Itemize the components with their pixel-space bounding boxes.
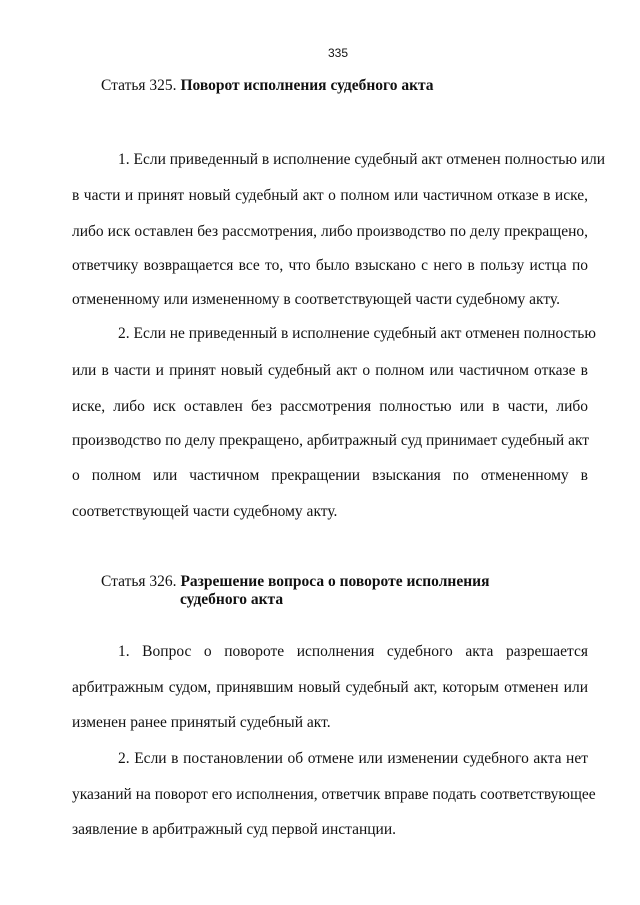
- text-line: отмененному или измененному в соответствующей части судебному акту.: [72, 291, 561, 308]
- article-label: Статья 326.: [101, 573, 177, 590]
- article-326-heading: [101, 573, 489, 609]
- text-line: или в части и принят новый судебный акт о полном или частичном отказе в: [72, 362, 588, 379]
- text-line: в части и принят новый судебный акт о полном или частичном отказе в иске,: [72, 187, 588, 204]
- text-line: 1. Вопрос о повороте исполнения судебного акта разрешается: [118, 643, 588, 660]
- article-title: Поворот исполнения судебного акта: [180, 77, 434, 94]
- text-line: арбитражным судом, принявшим новый судебный акт, которым отменен или: [72, 679, 588, 696]
- text-line: заявление в арбитражный суд первой инстанции.: [72, 821, 397, 838]
- text-line: 1. Если приведенный в исполнение судебный акт отменен полностью или: [118, 151, 606, 168]
- article-label: Статья 325.: [101, 77, 177, 94]
- text-line: изменен ранее принятый судебный акт.: [72, 714, 331, 731]
- text-line: либо иск оставлен без рассмотрения, либо производство по делу прекращено,: [72, 223, 588, 240]
- text-line: 2. Если не приведенный в исполнение судебный акт отменен полностью: [118, 325, 596, 342]
- text-line: указаний на поворот его исполнения, ответчик вправе подать соответствующее: [72, 786, 596, 803]
- page-number: 335: [327, 46, 349, 60]
- text-line: о полном или частичном прекращении взыскания по отмененному в: [72, 467, 588, 484]
- text-line: ответчику возвращается все то, что было взыскано с него в пользу истца по: [72, 257, 588, 274]
- text-line: производство по делу прекращено, арбитражный суд принимает судебный акт: [72, 432, 590, 449]
- text-line: соответствующей части судебному акту.: [72, 503, 338, 520]
- article-325-heading: [101, 77, 434, 95]
- article-title: Разрешение вопроса о повороте исполнения: [180, 573, 490, 590]
- text-line: иске, либо иск оставлен без рассмотрения полностью или в части, либо: [72, 398, 588, 415]
- text-line: 2. Если в постановлении об отмене или изменении судебного акта нет: [118, 750, 588, 767]
- article-title-continued: судебного акта: [180, 591, 284, 608]
